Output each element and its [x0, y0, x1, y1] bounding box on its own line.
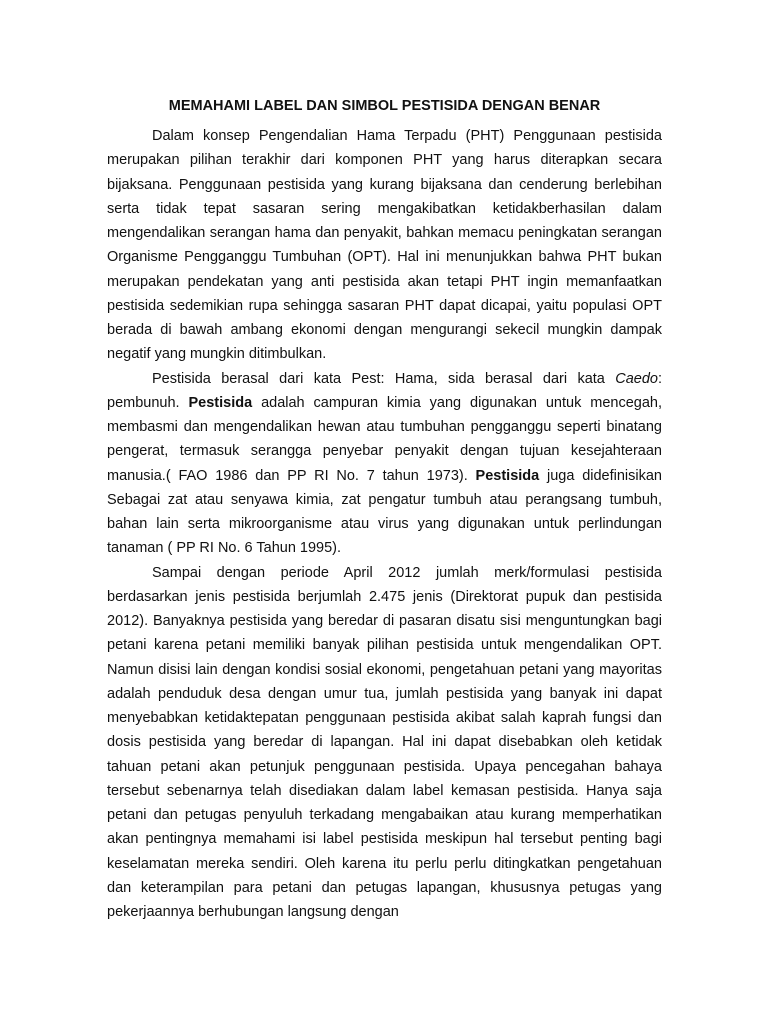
paragraph-2-bold-term-2: Pestisida [475, 467, 540, 484]
paragraph-2-text-g: juga didefinisikan Sebagai zat atau senyawa kimia, zat pengatur tumbuh atau perangsang tumbuh, bahan lain serta mikroorganisme atau virus yang digunakan untuk perlindungan tanaman ( PP RI No. 6 Tahun 1995). [107, 467, 662, 557]
paragraph-3: Sampai dengan periode April 2012 jumlah merk/formulasi pestisida berdasarkan jenis pestisida berjumlah 2.475 jenis (Direktorat pupuk dan pestisida 2012). Banyaknya pestisida yang beredar di pasaran disatu sisi menguntungkan bagi petani karena petani memiliki banyak pilihan pestisida untuk mengendalikan OPT. Namun disisi lain dengan kondisi sosial ekonomi, pengetahuan petani yang mayoritas adalah penduduk desa dengan umur tua, jumlah pestisida yang banyak ini dapat menyebabkan ketidaktepatan penggunaan pestisida akibat salah kaprah fungsi dan dosis pestisida yang beredar di lapangan. Hal ini dapat disebabkan oleh ketidak tahuan petani akan petunjuk penggunaan pestisida. Upaya pencegahan bahaya tersebut sebenarnya telah disediakan dalam label kemasan pestisida. Hanya saja petani dan petugas penyuluh terkadang mengabaikan atau kurang memperhatikan akan pentingnya memahami isi label pestisida meskipun hal tersebut penting bagi keselamatan mereka sendiri. Oleh karena itu perlu perlu ditingkatkan pengetahuan dan keterampilan para petani dan petugas lapangan, khususnya petugas yang pekerjaannya berhubungan langsung dengan [107, 564, 662, 920]
document-body [107, 124, 662, 924]
paragraph-2-bold-term-1: Pestisida [188, 394, 253, 411]
paragraph-2-italic-term: Caedo [615, 370, 658, 387]
document-title: MEMAHAMI LABEL DAN SIMBOL PESTISIDA DENGAN BENAR [168, 98, 601, 114]
paragraph-2-text-e: adalah campuran kimia yang digunakan untuk mencegah, membasmi dan mengendalikan hewan atau tumbuhan pengganggu seperti binatang pengerat, termasuk serangga penyebar penyakit dengan tujuan kesejahteraan manusia.( FAO 1986 dan PP RI No. 7 tahun 1973). [107, 394, 662, 484]
paragraph-2 [107, 367, 662, 561]
paragraph-2-text-a: Pestisida berasal dari kata Pest: Hama, sida berasal dari kata [152, 370, 616, 387]
paragraph-1: Dalam konsep Pengendalian Hama Terpadu (PHT) Penggunaan pestisida merupakan pilihan terakhir dari komponen PHT yang harus diterapkan secara bijaksana. Penggunaan pestisida yang kurang bijaksana dan cenderung berlebihan serta tidak tepat sasaran sering mengakibatkan ketidakberhasilan dalam mengendalikan serangan hama dan penyakit, bahkan memacu peningkatan serangan Organisme Pengganggu Tumbuhan (OPT). Hal ini menunjukkan bahwa PHT bukan merupakan pendekatan yang anti pestisida akan tetapi PHT ingin memanfaatkan pestisida sedemikian rupa sehingga sasaran PHT dapat dicapai, yaitu populasi OPT berada di bawah ambang ekonomi dengan mengurangi sekecil mungkin dampak negatif yang mungkin ditimbulkan. [107, 128, 662, 363]
paragraph-2-text-c: : pembunuh. [107, 370, 662, 411]
